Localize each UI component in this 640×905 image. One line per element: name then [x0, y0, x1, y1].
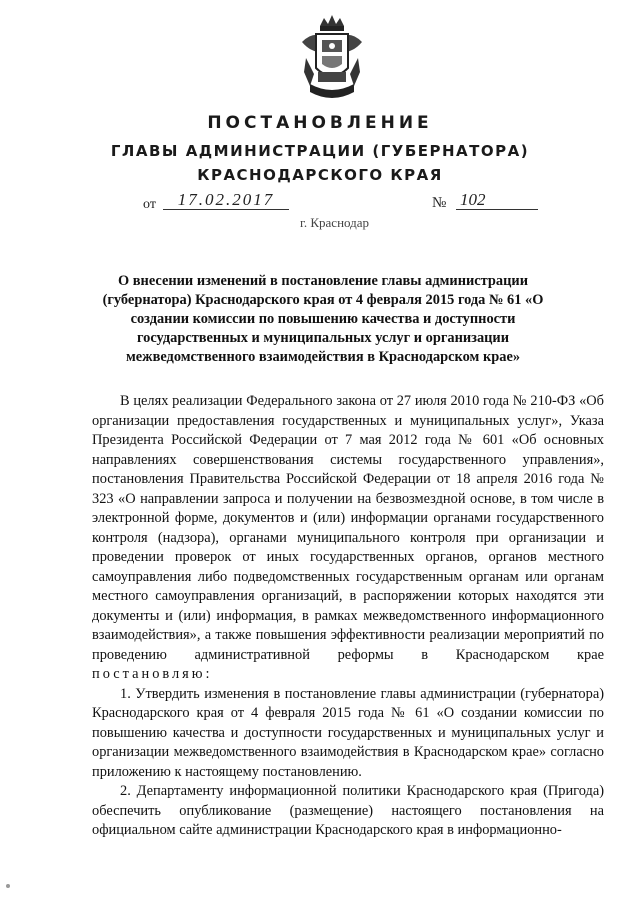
preamble-paragraph — [92, 392, 604, 685]
document-title: О внесении изменений в постановление главы администрации (губернатора) Краснодарского края от 4 февраля 2015 года № 61 «О создании комиссии по повышению качества и доступности государственных и муниципальных услуг и организации межведомственного взаимодействия в Краснодарском крае» — [102, 273, 544, 365]
preamble-text: В целях реализации Федерального закона от 27 июля 2010 года № 210-ФЗ «Об организации предоставления государственных и муниципальных услуг», Указа Президента Российской Федерации от 7 мая 2012 года № 601 «Об основных направлениях совершенствования системы государственного управления», постановления Правительства Российской Федерации от 18 апреля 2016 года № 323 «О направлении запроса и получении на безвозмездной основе, в том числе в электронной форме, документов и (или) информации органами государственного контроля (надзора), органами муниципального контроля при организации и проведении проверок от иных государственных органов, органов местного самоуправления либо подведомственных государственным органам или органам местного самоуправления организаций, в распоряжении которых находятся эти документы и (или) информация, в рамках межведомственного информационного взаимодействия», а также повышения эффективности реализации мероприятий по проведению административной реформы в Краснодарском крае — [92, 393, 604, 663]
handwritten-date: 17.02.2017 — [163, 190, 289, 210]
number-label: № — [432, 195, 447, 211]
handwritten-number: 102 — [456, 190, 538, 210]
region-heading: КРАСНОДАРСКОГО КРАЯ — [197, 166, 443, 184]
item-2-paragraph: 2. Департаменту информационной политики Краснодарского края (Пригода) обеспечить опубликование (размещение) настоящего постановления на официальном сайте администрации Краснодарского края в информационно- — [92, 783, 604, 838]
scan-mark — [6, 884, 10, 888]
decree-word: постановляю: — [92, 666, 213, 682]
document-body — [92, 392, 604, 841]
coat-of-arms-emblem — [296, 12, 368, 104]
city-label: г. Краснодар — [300, 215, 370, 230]
document-type-heading: ПОСТАНОВЛЕНИЕ — [207, 113, 433, 133]
date-label: от — [143, 197, 156, 212]
item-1-paragraph: 1. Утвердить изменения в постановление главы администрации (губернатора) Краснодарского края от 4 февраля 2015 года № 61 «О создании комиссии по повышению качества и доступности государственных и муниципальных услуг и организации межведомственного взаимодействия в Краснодарском крае» согласно приложению к настоящему постановлению. — [92, 685, 604, 780]
issuer-heading: ГЛАВЫ АДМИНИСТРАЦИИ (ГУБЕРНАТОРА) — [110, 142, 530, 160]
